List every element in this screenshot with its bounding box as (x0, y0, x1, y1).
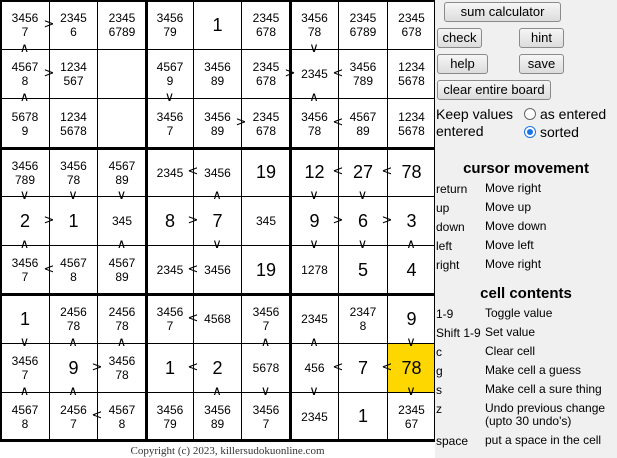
grid-cell[interactable]: 9 (309, 210, 320, 231)
grid-cell[interactable]: 3456 78 (60, 158, 87, 187)
grid-cell[interactable]: 4568 (204, 312, 231, 326)
vertical-comparison-sign: ∧ (260, 335, 271, 350)
vertical-comparison-sign: ∧ (19, 237, 30, 252)
cell-contents-description: Clear cell (485, 344, 536, 358)
grid-line (145, 0, 148, 440)
vertical-comparison-sign: ∨ (212, 237, 222, 252)
grid-cell[interactable]: 4567 8 (11, 60, 39, 88)
grid-cell[interactable]: 4567 8 (11, 402, 39, 431)
vertical-comparison-sign: ∨ (406, 335, 416, 350)
cursor-movement-description: Move up (485, 200, 532, 214)
cursor-movement-description: Move left (485, 238, 534, 252)
horizontal-comparison-sign: < (91, 408, 103, 423)
cell-contents-description: Toggle value (485, 306, 553, 320)
as-entered-label: as entered (540, 106, 607, 122)
grid-cell[interactable]: 4567 89 (108, 158, 136, 187)
horizontal-comparison-sign: < (187, 261, 199, 277)
cell-contents-key: z (436, 402, 442, 416)
grid-line (0, 343, 435, 344)
vertical-comparison-sign: ∧ (19, 384, 30, 399)
cell-contents-description: Set value (485, 325, 536, 339)
cell-contents-title: cell contents (480, 285, 572, 302)
cell-contents-key: g (436, 364, 443, 378)
grid-cell[interactable]: 1234 5678 (398, 109, 425, 138)
grid-cell[interactable]: 1 (68, 210, 79, 231)
grid-line (0, 0, 435, 2)
grid-cell[interactable]: 5 (357, 259, 368, 280)
cursor-movement-key: down (436, 220, 465, 234)
vertical-comparison-sign: ∧ (68, 335, 78, 350)
vertical-comparison-sign: ∧ (68, 384, 78, 399)
grid-cell[interactable]: 456 (304, 361, 325, 375)
grid-cell[interactable]: 4567 8 (108, 402, 136, 431)
grid-cell[interactable]: 2345 6 (60, 11, 87, 39)
grid-cell[interactable]: 2345 6789 (108, 11, 136, 39)
grid-line (0, 439, 435, 442)
vertical-comparison-sign: ∧ (212, 188, 222, 203)
grid-cell[interactable]: 4567 8 (60, 256, 87, 284)
hint-button[interactable]: hint (519, 28, 564, 48)
grid-cell[interactable]: 4567 89 (108, 256, 136, 284)
grid-cell[interactable]: 3456 7 (252, 305, 280, 333)
grid-cell[interactable]: 2456 78 (60, 305, 87, 333)
grid-cell[interactable]: 3 (406, 210, 417, 231)
horizontal-comparison-sign: > (91, 359, 103, 375)
horizontal-comparison-sign: < (332, 164, 344, 179)
grid-cell[interactable]: 3456 789 (11, 158, 39, 187)
grid-cell[interactable]: 3456 7 (252, 402, 280, 431)
cursor-movement-title: cursor movement (463, 160, 589, 177)
grid-cell[interactable]: 4567 9 (156, 60, 184, 88)
grid-cell[interactable]: 12 (304, 162, 325, 182)
vertical-comparison-sign: ∨ (164, 90, 175, 105)
grid-cell[interactable]: 27 (352, 162, 374, 182)
grid-cell[interactable]: 3456 89 (204, 402, 231, 431)
grid-cell[interactable]: 3456 (204, 263, 231, 277)
cell-contents-description: Make cell a guess (485, 363, 582, 377)
grid-cell[interactable]: 3456 79 (156, 11, 184, 39)
vertical-comparison-sign: ∨ (309, 384, 319, 399)
grid-line (0, 0, 2, 440)
grid-cell[interactable]: 2345 678 (252, 109, 280, 138)
grid-cell[interactable]: 3456 7 (156, 109, 184, 138)
vertical-comparison-sign: ∨ (19, 188, 30, 203)
grid-cell[interactable]: 3456 78 (301, 11, 328, 39)
vertical-comparison-sign: ∧ (19, 41, 30, 56)
grid-cell[interactable]: 3456 89 (204, 109, 231, 138)
grid-cell[interactable]: 19 (255, 259, 277, 280)
grid-cell[interactable]: 3456 789 (349, 60, 377, 88)
horizontal-comparison-sign: < (381, 359, 393, 375)
grid-cell[interactable]: 78 (388, 344, 435, 392)
grid-cell[interactable] (98, 50, 146, 98)
cell-contents-key: 1-9 (436, 307, 454, 321)
keep-values-label-2: entered (436, 123, 484, 139)
grid-cell[interactable]: 1 (212, 14, 223, 35)
grid-cell[interactable]: 1 (164, 357, 175, 378)
grid-cell[interactable]: 345 (111, 214, 133, 228)
cell-contents-key: s (436, 383, 442, 397)
horizontal-comparison-sign: > (43, 212, 55, 228)
check-button[interactable]: check (437, 28, 482, 48)
vertical-comparison-sign: ∧ (116, 335, 127, 350)
horizontal-comparison-sign: < (332, 65, 344, 81)
grid-cell[interactable]: 2456 78 (108, 305, 136, 333)
grid-cell[interactable]: 7 (357, 357, 368, 378)
vertical-comparison-sign: ∧ (19, 90, 30, 105)
grid-cell[interactable]: 2345 (301, 67, 328, 81)
vertical-comparison-sign: ∨ (309, 41, 319, 56)
vertical-comparison-sign: ∧ (212, 384, 222, 399)
grid-cell[interactable]: 3456 7 (11, 11, 39, 39)
grid-cell[interactable]: 2347 8 (349, 305, 377, 333)
cursor-movement-key: return (436, 182, 468, 196)
horizontal-comparison-sign: < (187, 310, 199, 326)
grid-cell[interactable]: 2345 678 (252, 11, 280, 39)
vertical-comparison-sign: ∨ (68, 188, 78, 203)
grid-cell[interactable]: 3456 7 (156, 305, 184, 333)
vertical-comparison-sign: ∨ (260, 384, 271, 399)
grid-cell[interactable]: 3456 7 (11, 256, 39, 284)
help-button[interactable]: help (437, 54, 488, 74)
grid-cell[interactable]: 2345 67 (398, 402, 425, 431)
grid-cell[interactable]: 3456 7 (11, 354, 39, 382)
grid-cell[interactable]: 2345 (156, 165, 184, 180)
horizontal-comparison-sign: < (187, 164, 199, 179)
horizontal-comparison-sign: < (43, 261, 55, 277)
grid-cell[interactable]: 19 (255, 162, 277, 182)
cursor-movement-key: left (436, 239, 453, 253)
grid-cell[interactable]: 1 (19, 308, 30, 329)
sorted-radio[interactable] (524, 126, 536, 138)
grid-cell[interactable]: 78 (401, 162, 422, 182)
horizontal-comparison-sign: > (284, 65, 296, 81)
vertical-comparison-sign: ∧ (309, 335, 319, 350)
vertical-comparison-sign: ∨ (309, 188, 319, 203)
grid-cell[interactable]: 6 (357, 210, 368, 231)
grid-cell[interactable]: 5678 9 (11, 109, 39, 138)
sum-calculator-button[interactable]: sum calculator (444, 2, 561, 22)
as-entered-radio[interactable] (524, 108, 536, 120)
grid-line (241, 0, 242, 440)
cursor-movement-key: up (436, 201, 450, 215)
vertical-comparison-sign: ∨ (357, 188, 368, 203)
grid-cell[interactable] (98, 99, 146, 148)
horizontal-comparison-sign: < (332, 115, 344, 130)
grid-cell[interactable]: 2345 (156, 263, 184, 277)
cell-contents-description: Undo previous change (upto 30 undo's) (485, 401, 606, 428)
horizontal-comparison-sign: > (235, 115, 247, 130)
grid-cell[interactable]: 1234 5678 (60, 109, 87, 138)
grid-cell[interactable]: 2345 (301, 312, 328, 326)
horizontal-comparison-sign: > (43, 65, 55, 81)
vertical-comparison-sign: ∧ (406, 237, 416, 252)
horizontal-comparison-sign: > (187, 212, 199, 228)
vertical-comparison-sign: ∨ (357, 237, 368, 252)
cursor-movement-key: right (436, 258, 460, 272)
grid-cell[interactable]: 2456 7 (60, 402, 87, 431)
grid-cell[interactable]: 3456 89 (204, 60, 231, 88)
grid-cell[interactable]: 3456 78 (301, 109, 328, 138)
grid-cell[interactable]: 1278 (301, 263, 328, 277)
horizontal-comparison-sign: > (43, 16, 55, 32)
grid-line (0, 98, 435, 99)
grid-cell[interactable]: 2345 678 (252, 60, 280, 88)
grid-cell[interactable]: 7 (212, 210, 223, 231)
control-panel (435, 0, 617, 458)
copyright-text: Copyright (c) 2023, killersudokuonline.com (130, 445, 325, 457)
vertical-comparison-sign: ∨ (309, 237, 319, 252)
grid-cell[interactable]: 1234 567 (60, 60, 87, 88)
grid-line (0, 293, 435, 296)
horizontal-comparison-sign: > (381, 212, 393, 228)
grid-cell[interactable]: 9 (406, 308, 417, 329)
vertical-comparison-sign: ∧ (309, 90, 319, 105)
keep-values-label: Keep values (436, 106, 514, 122)
cell-contents-key: Shift 1-9 (436, 326, 481, 340)
horizontal-comparison-sign: > (332, 212, 344, 228)
grid-cell[interactable]: 3456 78 (108, 354, 136, 382)
grid-cell[interactable]: 4567 89 (349, 109, 377, 138)
grid-cell[interactable]: 2345 6789 (349, 11, 377, 39)
grid-cell[interactable]: 5678 (252, 361, 280, 375)
grid-cell[interactable]: 1 (357, 406, 368, 426)
cursor-movement-description: Move right (485, 181, 542, 195)
vertical-comparison-sign: ∨ (116, 188, 127, 203)
grid-cell[interactable]: 4 (406, 259, 417, 280)
save-button[interactable]: save (519, 54, 564, 74)
clear-entire-board-button[interactable]: clear entire board (437, 80, 551, 100)
cursor-movement-description: Move right (485, 257, 542, 271)
grid-cell[interactable]: 2345 678 (398, 11, 425, 39)
cell-contents-key: c (436, 345, 442, 359)
cell-contents-description: put a space in the cell (485, 433, 602, 447)
grid-cell[interactable]: 3456 79 (156, 402, 184, 431)
grid-line (0, 49, 435, 50)
horizontal-comparison-sign: < (332, 359, 344, 375)
vertical-comparison-sign: ∨ (406, 384, 416, 399)
grid-cell[interactable]: 2345 (301, 409, 328, 424)
grid-line (0, 147, 435, 150)
cursor-movement-description: Move down (485, 219, 547, 233)
cell-contents-description: Make cell a sure thing (485, 382, 602, 396)
grid-cell[interactable]: 1234 5678 (398, 60, 425, 88)
grid-cell[interactable]: 2 (212, 357, 223, 378)
vertical-comparison-sign: ∧ (116, 237, 127, 252)
sorted-label: sorted (540, 124, 579, 140)
grid-cell[interactable]: 2 (19, 210, 30, 231)
vertical-comparison-sign: ∨ (19, 335, 30, 350)
grid-cell[interactable]: 345 (255, 214, 277, 228)
horizontal-comparison-sign: < (381, 164, 393, 179)
grid-cell[interactable]: 8 (164, 210, 175, 231)
horizontal-comparison-sign: < (187, 359, 199, 375)
cell-contents-key: space (436, 434, 469, 448)
grid-cell[interactable]: 9 (68, 357, 79, 378)
grid-cell[interactable]: 3456 (204, 165, 231, 180)
